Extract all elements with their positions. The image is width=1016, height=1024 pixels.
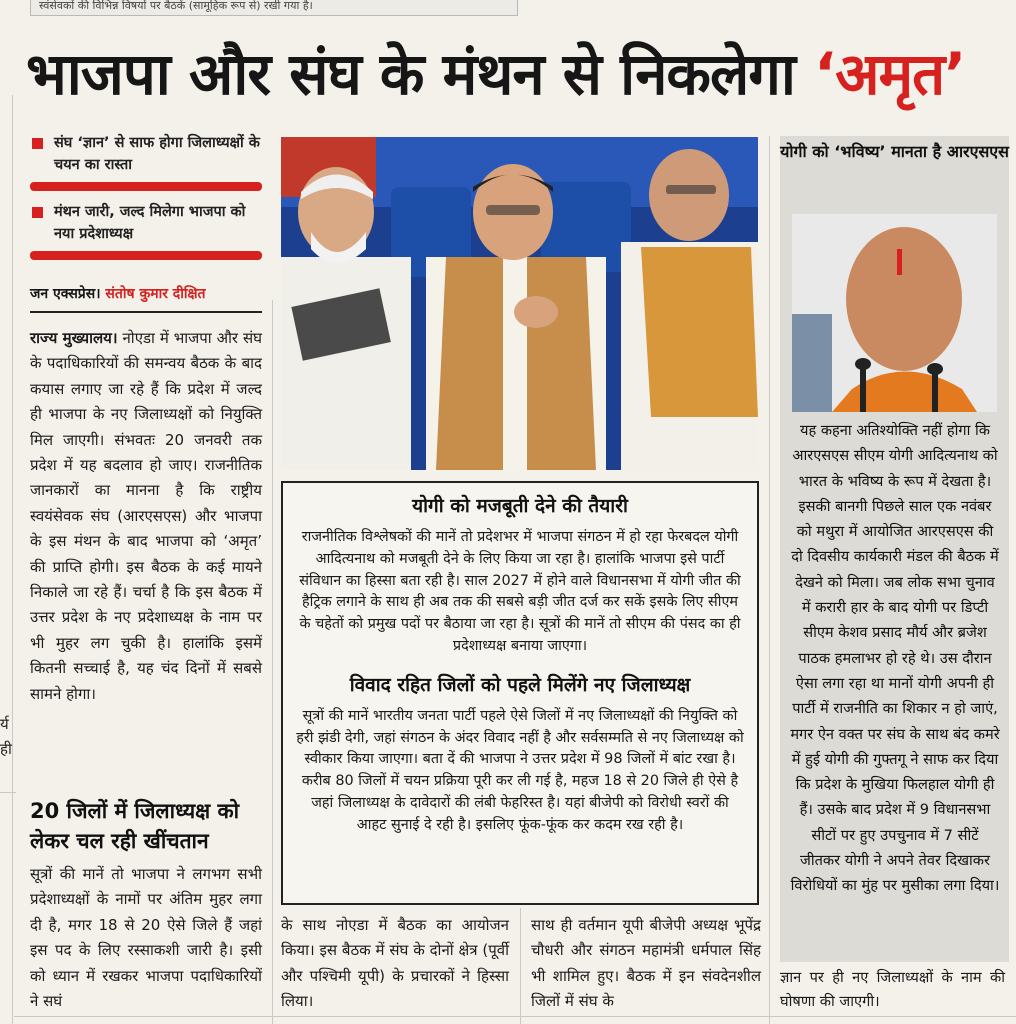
column-rule-1 bbox=[272, 300, 273, 1024]
column-3-text: साथ ही वर्तमान यूपी बीजेपी अध्यक्ष भूपेंद्र चौधरी और संगठन महामंत्री धर्मपाल सिंह भी शामिल हुए। बैठक में इन संवदेनशील जिलों में संघ के bbox=[531, 916, 761, 1011]
red-divider bbox=[30, 251, 262, 260]
publication-name: जन एक्सप्रेस। bbox=[30, 286, 101, 302]
lead-paragraph bbox=[30, 326, 262, 707]
headline bbox=[26, 30, 1016, 118]
previous-article-text: स्वंसेवकों की विभिन्न विषयों पर बैठकें (सामूहिक रूप से) रखी गया है। bbox=[39, 0, 313, 12]
sidebar-continued: ज्ञान पर ही नए जिलाध्यक्षों के नाम की घोषणा की जाएगी। bbox=[780, 969, 1005, 1010]
reporter-name: संतोष कुमार दीक्षित bbox=[105, 286, 206, 302]
red-divider bbox=[30, 182, 262, 191]
highlight-item: संघ ‘ज्ञान’ से साफ होगा जिलाध्यक्षों के चयन का रास्ता bbox=[30, 132, 262, 176]
byline bbox=[30, 284, 262, 303]
byline-underline bbox=[30, 311, 262, 313]
sidebar-photo bbox=[792, 214, 997, 412]
headline-highlight: ‘अमृत’ bbox=[814, 40, 966, 108]
margin-rule-tick bbox=[0, 792, 16, 793]
boxed-story bbox=[281, 481, 759, 905]
red-square-icon bbox=[32, 138, 43, 149]
bottom-rule bbox=[14, 1016, 1016, 1017]
column-2-text: के साथ नोएडा में बैठक का आयोजन किया। इस बैठक में संघ के दोनों क्षेत्र (पूर्वी और पश्चिमी यूपी) के प्रचारकों ने हिस्सा लिया। bbox=[281, 916, 509, 1011]
box-title-2: विवाद रहित जिलों को पहले मिलेंगे नए जिलाध्यक्ष bbox=[349, 673, 691, 696]
previous-article-strip bbox=[30, 0, 518, 16]
highlights-list bbox=[30, 132, 262, 270]
sidebar-title: योगी को ‘भविष्य’ मानता है आरएसएस bbox=[780, 142, 1009, 161]
left-margin-rule bbox=[12, 95, 13, 1024]
red-square-icon bbox=[32, 207, 43, 218]
headline-main: भाजपा और संघ के मंथन से निकलेगा bbox=[26, 40, 795, 108]
leaders-photo bbox=[281, 137, 758, 470]
highlight-item: मंथन जारी, जल्द मिलेगा भाजपा को नया प्रदेशाध्यक्ष bbox=[30, 201, 262, 245]
box-text-1: राजनीतिक विश्लेषकों की मानें तो प्रदेशभर में भाजपा संगठन में हो रहा फेरबदल योगी आदित्यनाथ को मजबूती देने के लिए किया जा रहा है। हालांकि भाजपा इसे पार्टी संविधान का हिस्सा बता रही है। साल 2027 में होने वाले विधानसभा में योगी जीत की हैट्रिक लगाने के साथ ही अब तक की सबसे बड़ी जीत दर्ज कर सकें इसके लिए सीएम के चहेतों को प्रमुख पदों पर बैठाया जा रहा है। सूत्रों की मानें तो सीएम की पंसद का ही प्रदेशाध्यक्ष बनाया जाएगा। bbox=[299, 529, 741, 654]
lead-text: नोएडा में भाजपा और संघ के पदाधिकारियों की समन्वय बैठक के बाद कयास लगाए जा रहे हैं कि प्रदेश में जल्द ही भाजपा के नए जिलाध्यक्षों को नियुक्ति मिल जाएगी। संभवतः 20 जनवरी तक प्रदेश में यह बदलाव हो जाए। राजनीतिक जानकारों का मानना है कि राष्ट्रीय स्वयंसेवक संघ (आरएसएस) और भाजपा के इस मंथन के बाद भाजपा को ‘अमृत’ की प्राप्ति होगी। इस बैठक के कई मायने निकाले जा रहे हैं। चर्चा है कि इस बैठक में उत्तर प्रदेश के नए प्रदेशाध्यक्ष के नाम पर भी मुहर लग चुकी है। हालांकि इसमें कितनी सच्चाई है, यह चंद दिनों में सबसे सामने होगा। bbox=[30, 329, 262, 703]
column-rule-2 bbox=[520, 908, 521, 1024]
left-paragraph-2: सूत्रों की मानें तो भाजपा ने लगभग सभी प्रदेशाध्यक्षों के नामों पर अंतिम मुहर लगा दी है, मगर 18 से 20 ऐसे जिले हैं जहां इस पद के लिए रस्साकशी जारी है। इसी को ध्यान में रखकर भाजपा पदाधिकारियों ने सघं bbox=[30, 865, 262, 1011]
box-text-2: सूत्रों की मानें भारतीय जनता पार्टी पहले ऐसे जिलों में नए जिलाध्यक्षों की नियुक्ति को हरी झंडी देगी, जहां संगठन के अंदर विवाद नहीं है और सर्वसम्मति से नए जिलाध्यक्ष को स्वीकार किया जाएगा। बता दें की भाजपा ने उत्तर प्रदेश में 98 जिलों में बांट रखा है। करीब 80 जिलों में चयन प्रक्रिया पूरी कर ली गई है, महज 18 से 20 जिले ही ऐसे है जहां जिलाध्यक्ष के दावेदारों की लंबी फेहरिस्त है। यहां बीजेपी को विरोधी स्वरों की आहट सुनाई दे रही है। इसलिए फूंक-फूंक कर कदम रख रही है। bbox=[296, 707, 744, 833]
margin-fragment: र्य ही bbox=[0, 715, 12, 758]
box-title-1: योगी को मजबूती देने की तैयारी bbox=[412, 495, 628, 517]
dateline: राज्य मुख्यालय। bbox=[30, 329, 118, 347]
sidebar-text: यह कहना अतिश्योक्ति नहीं होगा कि आरएसएस सीएम योगी आदित्यनाथ को भारत के भविष्य के रूप में देखता है। इसकी बानगी पिछले साल एक नवंबर को मथुरा में आयोजित आरएसएस की दो दिवसीय कार्यकारी मंडल की बैठक में देखने को मिला। जब लोक सभा चुनाव में करारी हार के बाद योगी पर डिप्टी सीएम केशव प्रसाद मौर्य और ब्रजेश पाठक हमलाभर हो रहे थे। उस दौरान ऐसा लगा रहा था मानों योगी अपनी ही पार्टी में राजनीति का शिकार न हो जाएं, मगर ऐन वक्त पर संघ के साथ बंद कमरे में हुई योगी की गुफ्तगू ने साफ कर दिया कि प्रदेश के मुखिया फिलहाल योगी ही हैं। उसके बाद प्रदेश में 9 विधानसभा सीटों पर हुए उपचुनाव में 7 सीटें जीतकर योगी ने अपने तेवर दिखाकर विरोधियों का मुंह पर मुसीका लगा दिया। bbox=[790, 422, 1000, 895]
subhead-left: 20 जिलों में जिलाध्यक्ष को लेकर चल रही खींचतान bbox=[30, 799, 240, 853]
column-rule-3 bbox=[769, 136, 770, 1024]
